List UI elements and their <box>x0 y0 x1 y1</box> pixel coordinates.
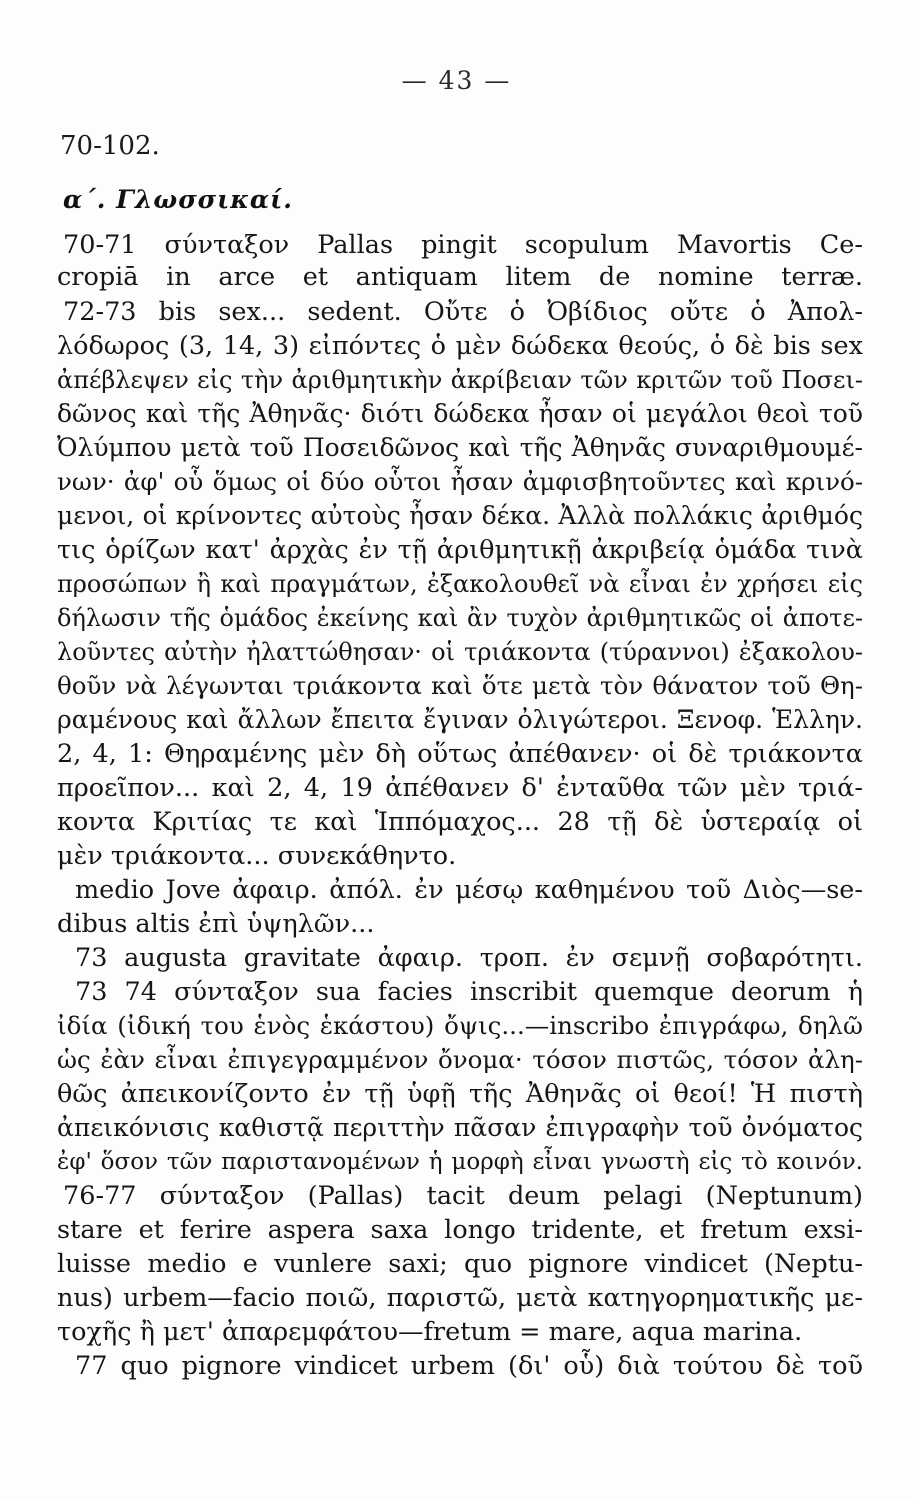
text-line: δήλωσιν τῆς ὁμάδος ἐκείνης καὶ ἂν τυχὸν ἀριθμητικῶς οἱ ἀποτε- <box>57 604 863 632</box>
text-line: 73 augusta gravitate ἀφαιρ. τροπ. ἐν σεμνῇ σοβαρότητι. <box>75 943 863 973</box>
text-line: ἐφ' ὅσον τῶν παριστανομένων ἡ μορφὴ εἶναι γνωστὴ εἰς τὸ κοινόν. <box>57 1149 863 1175</box>
text-line: μενοι, οἱ κρίνοντες αὐτοὺς ἦσαν δέκα. Ἀλλὰ πολλάκις ἀριθμός <box>57 501 863 530</box>
text-line: 77 quo pignore vindicet urbem (δι' οὗ) διὰ τούτου δὲ τοῦ <box>75 1351 863 1381</box>
text-line: θοῦν νὰ λέγωνται τριάκοντα καὶ ὅτε μετὰ τὸν θάνατον τοῦ Θη- <box>57 671 863 700</box>
page-number: — 43 — <box>401 66 512 95</box>
section-range: 70-102. <box>60 131 160 161</box>
text-line: cropiā in arce et antiquam litem de nomine terræ. <box>57 262 863 292</box>
text-line: stare et ferire aspera saxa longo tridente, et fretum exsi- <box>57 1215 863 1245</box>
text-line: ραμένους καὶ ἄλλων ἔπειτα ἔγιναν ὀλιγώτεροι. Ξενοφ. Ἑλλην. <box>57 705 863 734</box>
text-line: luisse medio e vunlere saxi; quo pignore vindicet (Neptu- <box>57 1249 863 1279</box>
text-line: 76-77 σύνταξον (Pallas) tacit deum pelagi (Neptunum) <box>63 1181 863 1211</box>
text-line: τοχῆς ἢ μετ' ἀπαρεμφάτου—fretum = mare, aqua marina. <box>57 1317 803 1347</box>
text-line: ἀπέβλεψεν εἰς τὴν ἀριθμητικὴν ἀκρίβειαν τῶν κριτῶν τοῦ Ποσει- <box>57 366 863 394</box>
section-title: α΄. Γλωσσικαί. <box>63 185 293 214</box>
text-line: δῶνος καὶ τῆς Ἀθηνᾶς· διότι δώδεκα ἦσαν οἱ μεγάλοι θεοὶ τοῦ <box>57 399 863 428</box>
text-line: medio Jove ἀφαιρ. ἀπόλ. ἐν μέσῳ καθημένου τοῦ Διὸς—se- <box>75 875 863 905</box>
text-line: 2, 4, 1: Θηραμένης μὲν δὴ οὕτως ἀπέθανεν· οἱ δὲ τριάκοντα <box>57 739 863 769</box>
text-line: 70-71 σύνταξον Pallas pingit scopulum Mavortis Ce- <box>63 230 863 260</box>
text-line: κοντα Κριτίας τε καὶ Ἱππόμαχος... 28 τῇ δὲ ὑστεραίᾳ οἱ <box>57 807 863 837</box>
text-line: Ὀλύμπου μετὰ τοῦ Ποσειδῶνος καὶ τῆς Ἀθηνᾶς συναριθμουμέ- <box>57 433 863 462</box>
text-line: nus) urbem—facio ποιῶ, παριστῶ, μετὰ κατηγορηματικῆς με- <box>57 1283 863 1313</box>
text-line: προσώπων ἢ καὶ πραγμάτων, ἐξακολουθεῖ νὰ εἶναι ἐν χρήσει εἰς <box>57 570 863 598</box>
text-line: 72-73 bis sex... sedent. Οὔτε ὁ Ὀβίδιος οὔτε ὁ Ἀπολ- <box>63 297 863 327</box>
text-line: ἰδία (ἰδική του ἑνὸς ἑκάστου) ὄψις...—inscribo ἐπιγράφω, δηλῶ <box>57 1011 863 1040</box>
text-line: μὲν τριάκοντα... συνεκάθηντο. <box>57 841 457 871</box>
text-line: νων· ἀφ' οὗ ὅμως οἱ δύο οὗτοι ἦσαν ἀμφισβητοῦντες καὶ κρινό- <box>57 467 863 496</box>
text-line: 73 74 σύνταξον sua facies inscribit quemque deorum ἡ <box>75 977 863 1007</box>
text-line: λοῦντες αὐτὴν ἠλαττώθησαν· οἱ τριάκοντα (τύραννοι) ἐξακολου- <box>57 638 863 666</box>
text-line: τις ὁρίζων κατ' ἀρχὰς ἐν τῇ ἀριθμητικῇ ἀκριβείᾳ ὁμάδα τινὰ <box>57 535 863 565</box>
text-line: ὡς ἐὰν εἶναι ἐπιγεγραμμένον ὄνομα· τόσον πιστῶς, τόσον ἀλη- <box>57 1045 863 1074</box>
text-line: θῶς ἀπεικονίζοντο ἐν τῇ ὑφῇ τῆς Ἀθηνᾶς οἱ θεοί! Ἡ πιστὴ <box>57 1079 863 1109</box>
text-line: προεῖπον... καὶ 2, 4, 19 ἀπέθανεν δ' ἐνταῦθα τῶν μὲν τριά- <box>57 773 863 803</box>
text-line: dibus altis ἐπὶ ὑψηλῶν... <box>57 909 375 939</box>
text-line: λόδωρος (3, 14, 3) εἰπόντες ὁ μὲν δώδεκα θεούς, ὁ δὲ bis sex <box>57 331 863 361</box>
text-line: ἀπεικόνισις καθιστᾷ περιττὴν πᾶσαν ἐπιγραφὴν τοῦ ὀνόματος <box>57 1113 863 1142</box>
